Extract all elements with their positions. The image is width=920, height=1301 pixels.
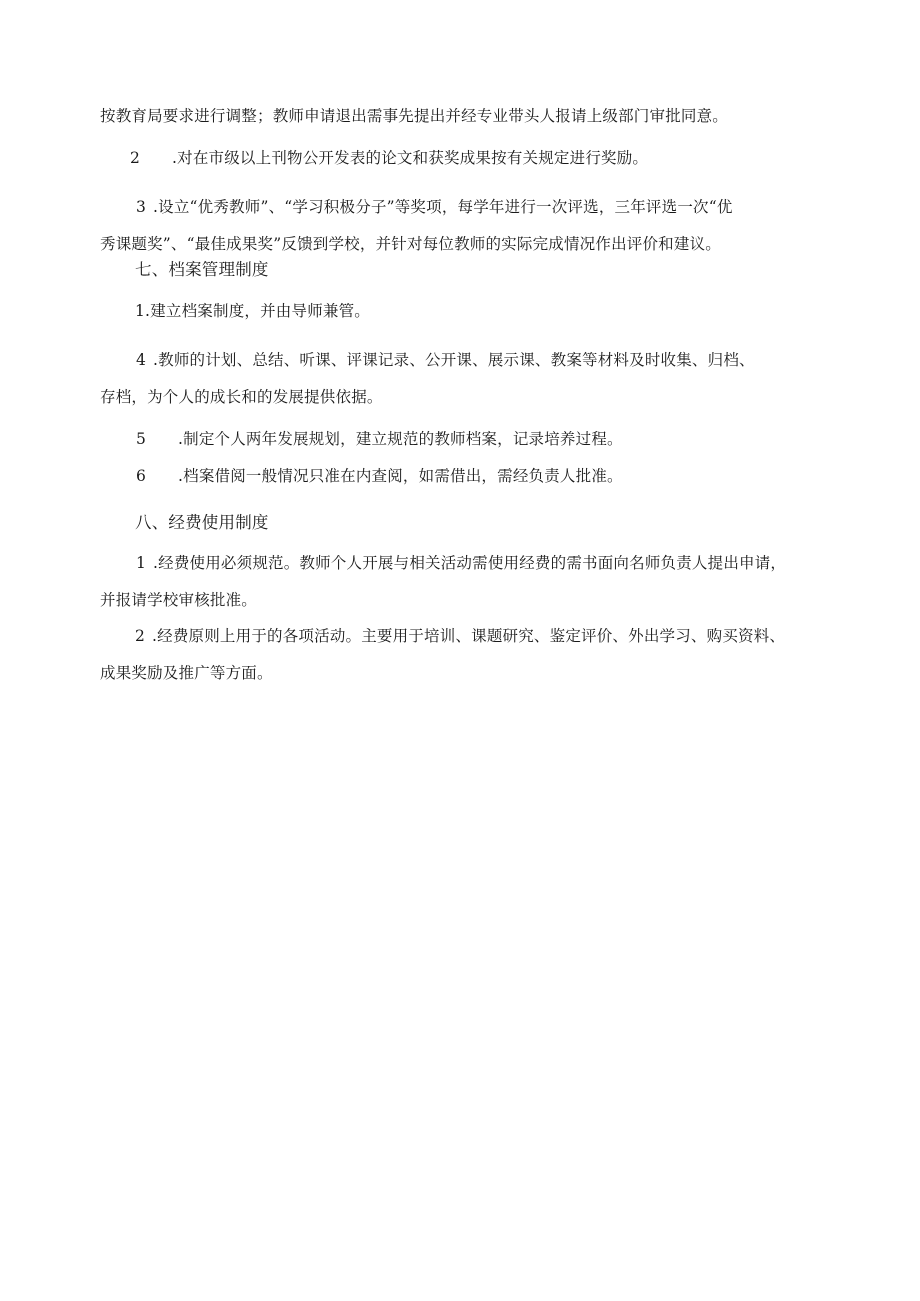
item-number: 4 (136, 351, 147, 369)
section-heading-8: 八、经费使用制度 (135, 513, 269, 532)
section-heading-7: 七、档案管理制度 (135, 260, 269, 279)
list-item-1-line1 (136, 553, 786, 573)
item-text: .经费原则上用于的各项活动。主要用于培训、课题研究、鉴定评价、外出学习、购买资料、 (152, 627, 786, 645)
item-number: 2 (135, 627, 146, 645)
item-number: 3 (136, 198, 147, 216)
item-text: .教师的计划、总结、听课、评课记录、公开课、展示课、教案等材料及时收集、归档、 (153, 351, 755, 369)
item-text: .制定个人两年发展规划，建立规范的教师档案，记录培养过程。 (178, 430, 623, 448)
list-item-5 (136, 429, 623, 449)
list-item-2-line1 (135, 626, 785, 646)
item-text: .对在市级以上刊物公开发表的论文和获奖成果按有关规定进行奖励。 (172, 149, 649, 167)
item-text: .设立“优秀教师”、“学习积极分子”等奖项，每学年进行一次评选，三年评选一次“优 (153, 198, 733, 216)
list-item-1-line2: 并报请学校审核批准。 (100, 591, 258, 609)
list-item-3-line2: 秀课题奖”、“最佳成果奖”反馈到学校，并针对每位教师的实际完成情况作出评价和建议。 (100, 235, 721, 253)
item-text: .档案借阅一般情况只准在内查阅，如需借出，需经负责人批准。 (178, 467, 623, 485)
list-item-6 (136, 466, 623, 486)
item-number: 2 (130, 149, 141, 167)
list-item-4-line2: 存档，为个人的成长和的发展提供依据。 (100, 388, 383, 406)
item-number: 1 (136, 554, 147, 572)
list-item-2-line2: 成果奖励及推广等方面。 (100, 664, 273, 682)
list-item-4-line1 (136, 350, 755, 370)
item-text: .经费使用必须规范。教师个人开展与相关活动需使用经费的需书面向名师负责人提出申请， (153, 554, 787, 572)
list-item-3-line1 (136, 197, 733, 217)
item-number: 5 (136, 430, 147, 448)
list-item-2 (130, 148, 648, 168)
item-number: 6 (136, 467, 147, 485)
list-item-1: 1.建立档案制度，并由导师兼管。 (135, 302, 370, 320)
paragraph-line: 按教育局要求进行调整；教师申请退出需事先提出并经专业带头人报请上级部门审批同意。 (100, 107, 729, 125)
